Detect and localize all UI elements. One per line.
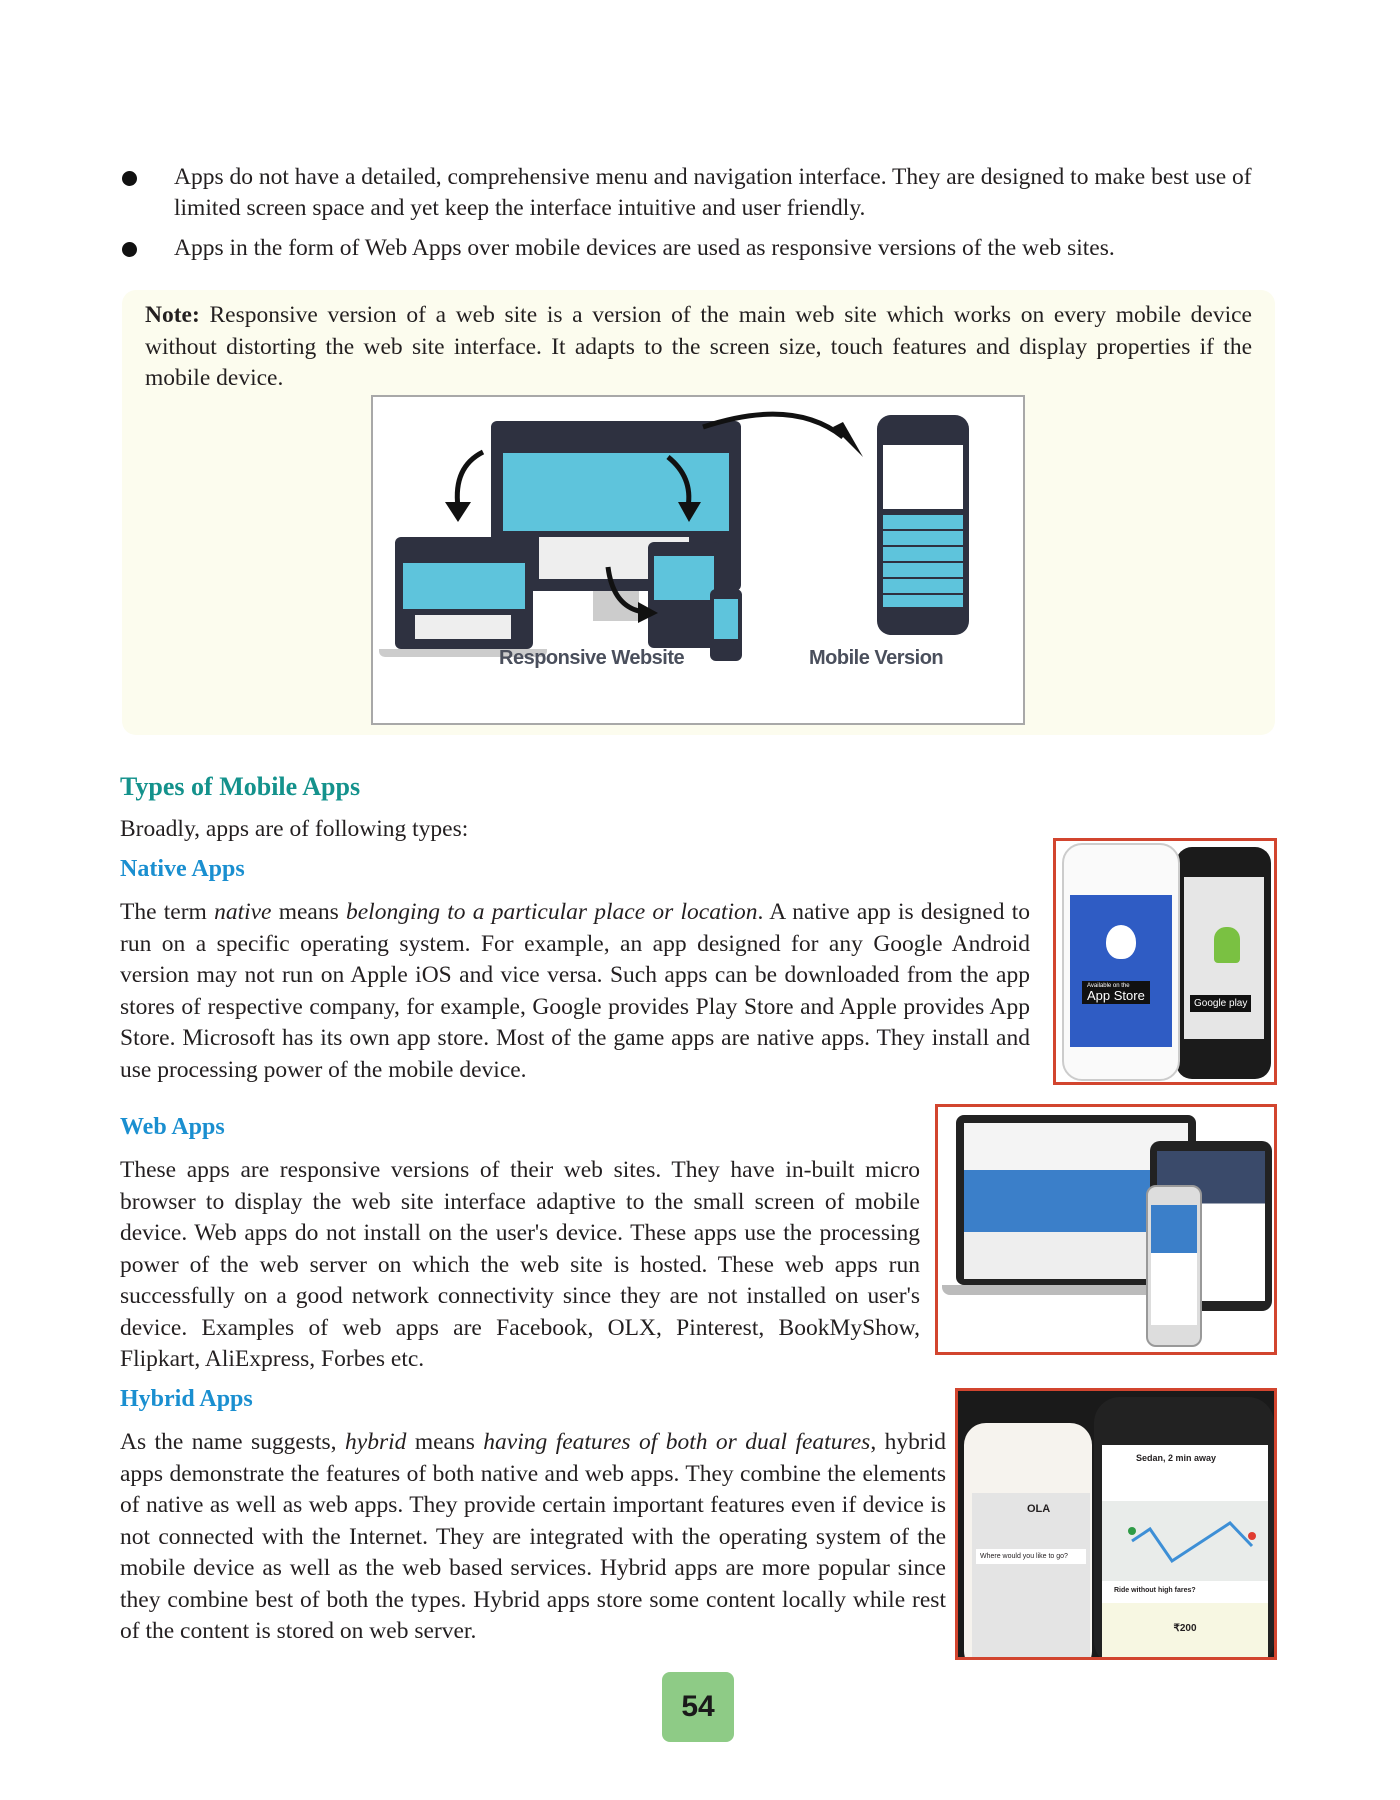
text: As the name suggests, xyxy=(120,1429,346,1455)
text: . A native app is designed to run on a specific operating system. For example, an app designed for any Google Android version may not run on Apple iOS and vice versa. Such apps can be downloaded from the app stores of respective company, for example, Google provides Play Store and Apple provides App Store. Microsoft has its own app store. Most of the game apps are native apps. They install and use processing power of the mobile device. xyxy=(120,899,1030,1083)
fare-label: ₹200 xyxy=(1102,1603,1268,1660)
bullet-text: Apps do not have a detailed, comprehensive menu and navigation interface. They are designed to make best use of limited screen space and yet keep the interface intuitive and user friendly. xyxy=(174,164,1252,221)
note-text xyxy=(145,300,1252,395)
android-phone-icon xyxy=(1176,847,1271,1079)
text: means xyxy=(406,1429,484,1455)
section-intro: Broadly, apps are of following types: xyxy=(120,816,469,842)
caption-responsive: Responsive Website xyxy=(499,647,685,669)
phone-icon xyxy=(1146,1185,1202,1347)
page-number-badge: 54 xyxy=(662,1672,734,1742)
iphone-icon xyxy=(1062,843,1180,1081)
caption-mobile: Mobile Version xyxy=(809,647,944,669)
android-icon xyxy=(1214,927,1240,963)
bullet-text: Apps in the form of Web Apps over mobile devices are used as responsive versions of the web sites. xyxy=(174,235,1115,261)
responsive-figure xyxy=(371,395,1025,725)
web-apps-image xyxy=(935,1104,1277,1355)
apple-icon xyxy=(1106,925,1136,959)
emphasis: native xyxy=(214,899,272,925)
native-apps-text xyxy=(120,897,1030,1086)
note-body: Responsive version of a web site is a version of the main web site which works on every mobile device without distorting the web site interface. It adapts to the screen size, touch features and display properties if the mobile device. xyxy=(145,302,1252,391)
emphasis: belonging to a particular place or location xyxy=(345,899,758,925)
ride-label: Ride without high fares? xyxy=(1114,1587,1196,1594)
hybrid-apps-heading: Hybrid Apps xyxy=(120,1386,253,1412)
emphasis: hybrid xyxy=(345,1429,407,1455)
android-phone-icon xyxy=(1094,1397,1274,1660)
ola-logo: OLA xyxy=(1027,1503,1051,1515)
native-apps-image xyxy=(1053,838,1277,1085)
native-apps-heading: Native Apps xyxy=(120,856,245,882)
bullet-item xyxy=(122,233,1278,264)
iphone-icon xyxy=(964,1423,1092,1660)
google-play-badge: Google play xyxy=(1190,995,1251,1012)
web-apps-text: These apps are responsive versions of their web sites. They have in-built micro browser to display the web site interface adaptive to the small screen of mobile device. Web apps do not install on the user's device. These apps use the processing power of the web server on which the web site is hosted. These web apps run successfully on a good network connectivity since they are not installed on user's device. Examples of web apps are Facebook, OLX, Pinterest, BookMyShow, Flipkart, AliExpress, Forbes etc. xyxy=(120,1157,920,1372)
badge-small: Available on the xyxy=(1087,983,1130,989)
emphasis: having features of both or dual features xyxy=(483,1429,871,1455)
text: The term xyxy=(120,899,215,925)
web-apps-heading: Web Apps xyxy=(120,1114,225,1140)
route-map-icon xyxy=(1102,1501,1268,1581)
note-label: Note: xyxy=(145,302,200,328)
sedan-label: Sedan, 2 min away xyxy=(1136,1453,1217,1463)
section-title: Types of Mobile Apps xyxy=(120,772,361,801)
text: , hybrid apps demonstrate the features of both native and web apps. They combine the elements of native as well as web apps. They provide certain important features even if device is not connected with the Internet. They are integrated with the operating system of the mobile device as well as the web based services. Hybrid apps are more popular since they combine best of both the types. Hybrid apps store some content locally while rest of the content is stored on web server. xyxy=(120,1429,946,1644)
bullet-icon xyxy=(122,242,137,257)
app-store-badge xyxy=(1082,981,1150,1004)
text: means xyxy=(271,899,346,925)
bullet-icon xyxy=(122,171,137,186)
bullet-item xyxy=(122,162,1278,224)
destination-field: Where would you like to go? xyxy=(976,1549,1086,1564)
hybrid-apps-image xyxy=(955,1388,1277,1660)
badge-label: App Store xyxy=(1087,988,1145,1003)
hybrid-apps-text xyxy=(120,1427,946,1648)
arrows-icon xyxy=(373,397,1027,727)
